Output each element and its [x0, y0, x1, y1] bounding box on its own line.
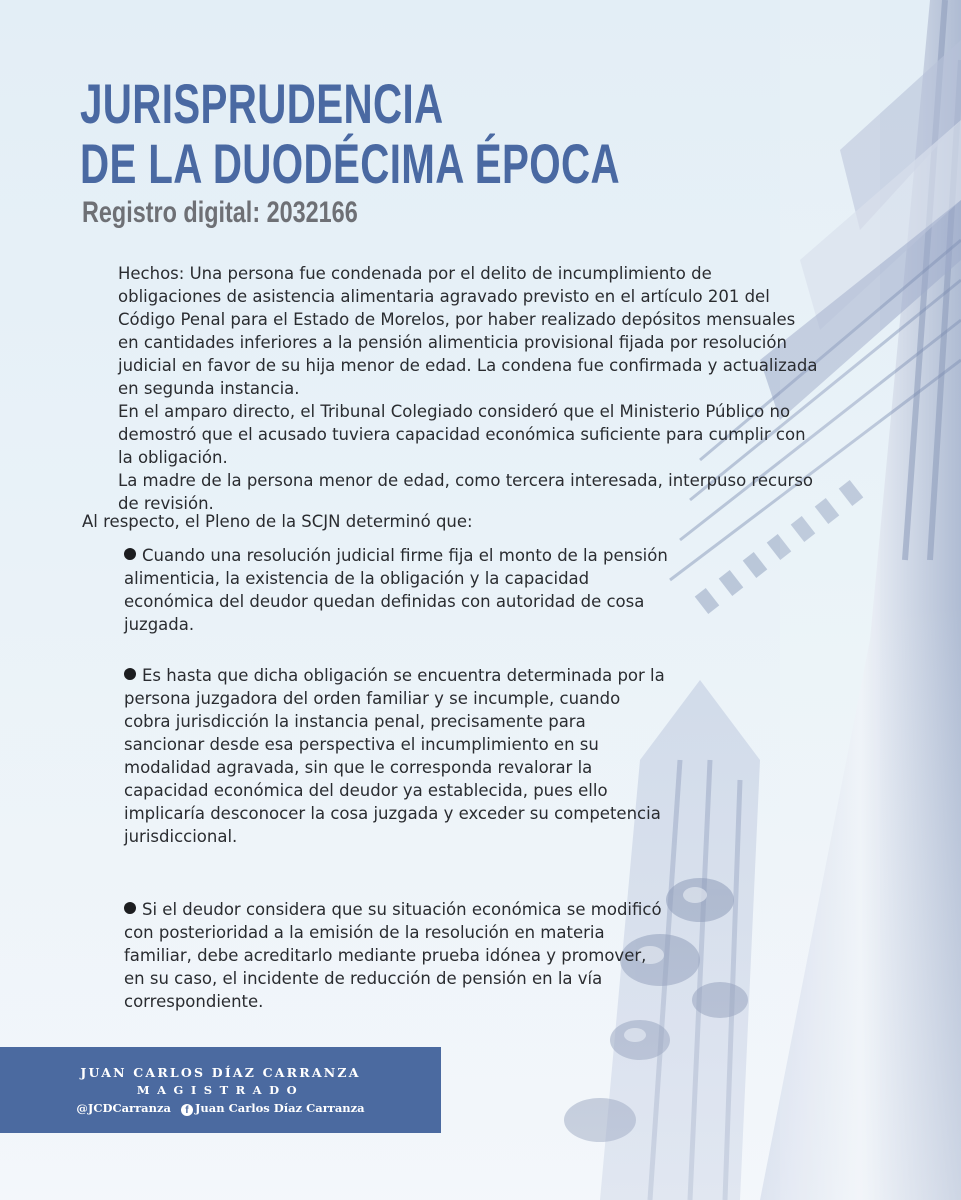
- list-item: [124, 544, 669, 636]
- bullet-text: Si el deudor considera que su situación económica se modificó con posterioridad a la emisión de la resolución en materia familiar, debe acreditarlo mediante prueba idónea y promover, en su caso, el incidente de reducción de pensión en la vía correspondiente.: [124, 900, 662, 1011]
- facebook-icon: f: [181, 1104, 193, 1116]
- author-role: MAGISTRADO: [136, 1083, 305, 1097]
- bullet-text: Es hasta que dicha obligación se encuentra determinada por la persona juzgadora del orden familiar y se incumple, cuando cobra jurisdicción la instancia penal, precisamente para sancionar desde esa perspectiva el incumplimiento en su modalidad agravada, sin que le corresponda revalorar la capacidad económica del deudor ya establecida, pues ello implicaría desconocer la cosa juzgada y exceder su competencia jurisdiccional.: [124, 666, 665, 846]
- bullet-dot-icon: [124, 548, 136, 560]
- author-name: JUAN CARLOS DÍAZ CARRANZA: [80, 1065, 361, 1080]
- title-line-1: JURISPRUDENCIA: [80, 72, 444, 135]
- list-item: [124, 898, 669, 1013]
- author-footer: [0, 1047, 441, 1133]
- hechos-section: [118, 262, 818, 515]
- bullet-dot-icon: [124, 902, 136, 914]
- list-item: [124, 664, 669, 848]
- page-title: [80, 74, 620, 194]
- hechos-paragraph-1: Hechos: Una persona fue condenada por el delito de incumplimiento de obligaciones de asistencia alimentaria agravado previsto en el artículo 201 del Código Penal para el Estado de Morelos, por haber realizado depósitos mensuales en cantidades inferiores a la pensión alimenticia provisional fijada por resolución judicial en favor de su hija menor de edad. La condena fue confirmada y actualizada en segunda instancia.: [118, 264, 818, 398]
- hechos-paragraph-3: La madre de la persona menor de edad, como tercera interesada, interpuso recurso de revisión.: [118, 471, 814, 513]
- social-handles: [0, 1101, 441, 1116]
- registro-digital: Registro digital: 2032166: [82, 196, 358, 229]
- facebook-handle[interactable]: Juan Carlos Díaz Carranza: [194, 1101, 365, 1115]
- twitter-handle[interactable]: @JCDCarranza: [76, 1101, 171, 1115]
- hechos-paragraph-2: En el amparo directo, el Tribunal Colegiado consideró que el Ministerio Público no demostró que el acusado tuviera capacidad económica suficiente para cumplir con la obligación.: [118, 402, 806, 467]
- bullet-dot-icon: [124, 668, 136, 680]
- bullet-text: Cuando una resolución judicial firme fija el monto de la pensión alimenticia, la existencia de la obligación y la capacidad económica del deudor quedan definidas con autoridad de cosa juzgada.: [124, 546, 668, 634]
- intro-text: Al respecto, el Pleno de la SCJN determinó que:: [82, 512, 473, 531]
- title-line-2: DE LA DUODÉCIMA ÉPOCA: [80, 132, 620, 195]
